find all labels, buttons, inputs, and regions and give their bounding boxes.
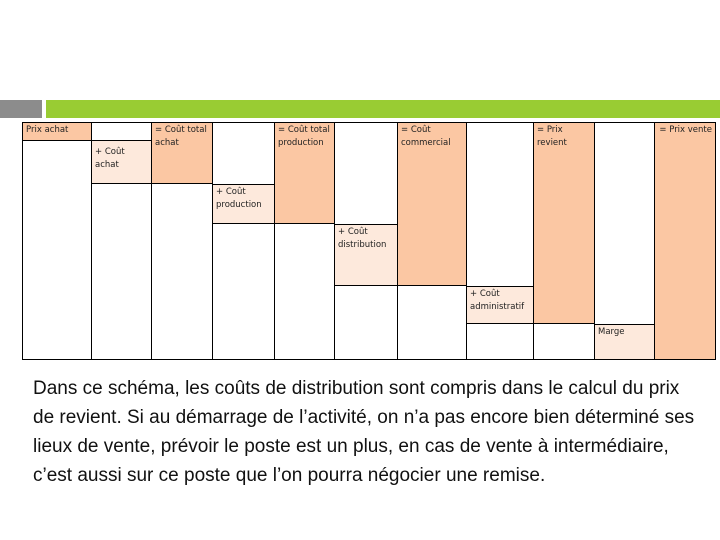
cout-total-production-cell: = Coût total production: [274, 122, 335, 224]
cout-total-achat-cell: = Coût total achat: [151, 122, 213, 184]
cout-distribution-cell: + Coût distribution: [334, 224, 398, 286]
header-green-bar: [46, 100, 720, 118]
cout-commercial-cell: = Coût commercial: [397, 122, 467, 286]
prix-achat-cell: Prix achat: [22, 122, 92, 141]
explanation-paragraph: Dans ce schéma, les coûts de distribution sont compris dans le calcul du prix de revient. Si au démarrage de l’activité, on n’a pas encore bien déterminé ses lieux de vente, prévoir le poste est un plus, en cas de vente à intermédiaire, c’est aussi sur ce poste que l’on pourra négocier une remise.: [33, 378, 695, 486]
cout-administratif-cell: + Coût administratif: [466, 286, 534, 324]
header-gray-bar: [0, 100, 42, 118]
prix-vente-cell: = Prix vente: [654, 122, 716, 360]
cout-achat-cell: + Coût achat: [91, 140, 152, 184]
marge-cell: Marge: [594, 324, 655, 360]
cost-structure-diagram: [22, 122, 716, 360]
cout-production-cell: + Coût production: [212, 184, 275, 224]
prix-revient-cell: = Prix revient: [533, 122, 595, 324]
